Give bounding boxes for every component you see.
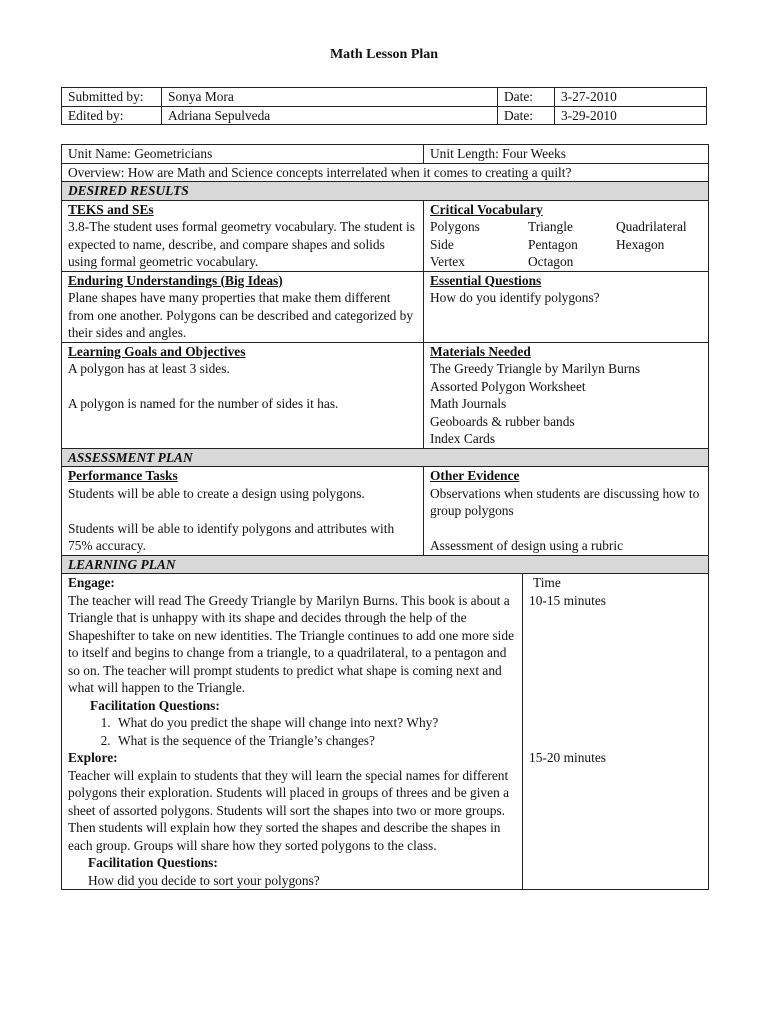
essential-questions-heading: Essential Questions [430, 272, 542, 288]
vocab-word [616, 253, 696, 271]
engage-text: The teacher will read The Greedy Triangle by Marilyn Burns. This book is about a Triangle that is unhappy with its shape and decides through the help of the Shapeshifter to take on new identities. The Triangle continues to add one more side to itself and begins to change from a triangle, to a quadrilateral, to a pentagon and so on. The teacher will prompt students to predict what shape is coming next and what will happen to the Triangle. [68, 592, 515, 695]
vocab-word: Polygons [430, 219, 480, 234]
edited-label: Edited by: [62, 106, 162, 125]
materials-heading: Materials Needed [430, 343, 531, 359]
unit-length: Unit Length: Four Weeks [424, 145, 709, 164]
vocab-heading: Critical Vocabulary [430, 201, 543, 217]
edited-date: 3-29-2010 [555, 106, 707, 125]
performance-tasks-cell [62, 467, 424, 556]
essential-questions-text: How do you identify polygons? [430, 290, 600, 305]
vocab-word: Hexagon [616, 236, 665, 252]
other-evidence-heading: Other Evidence [430, 468, 520, 483]
teks-cell [62, 200, 424, 271]
engage-facilitation-label: Facilitation Questions: [90, 697, 220, 713]
engage-time: 10-15 minutes [529, 592, 606, 608]
submitted-date: 3-27-2010 [555, 88, 707, 107]
engage-question: 1. What do you predict the shape will change into next? Why? [114, 714, 516, 732]
enduring-understandings-text: Plane shapes have many properties that make them different from one another. Polygons can be described and categorized by their sides and angles. [68, 290, 414, 340]
vocab-word: Quadrilateral [616, 219, 687, 234]
vocab-word: Octagon [528, 254, 574, 269]
material-item: Geoboards & rubber bands [430, 413, 575, 429]
engage-heading: Engage: [68, 575, 115, 590]
vocab-word: Side [430, 236, 454, 252]
material-item: Index Cards [430, 431, 496, 446]
vocab-grid [430, 218, 702, 271]
explore-time: 15-20 minutes [529, 750, 606, 765]
performance-task: Students will be able to create a design using polygons. [68, 485, 365, 501]
submitted-name: Sonya Mora [162, 88, 498, 107]
teks-text: 3.8-The student uses formal geometry vocabulary. The student is expected to name, describe, and compare shapes and solids using formal geometric vocabulary. [68, 219, 415, 269]
engage-question: 2. What is the sequence of the Triangle’s changes? [114, 732, 516, 750]
vocab-word: Triangle [528, 219, 573, 234]
learning-goals-cell [62, 342, 424, 448]
enduring-understandings-cell [62, 271, 424, 342]
performance-task: Students will be able to identify polygons and attributes with 75% accuracy. [68, 520, 395, 553]
essential-questions-cell [424, 271, 709, 342]
vocab-word: Vertex [430, 254, 465, 269]
learning-plan-cell [62, 574, 523, 890]
engage-question-list [68, 714, 516, 749]
explore-question: How did you decide to sort your polygons? [88, 872, 320, 888]
edited-date-label: Date: [498, 106, 555, 125]
enduring-understandings-heading: Enduring Understandings (Big Ideas) [68, 272, 283, 288]
time-label: Time [533, 575, 561, 590]
lesson-table [61, 144, 709, 890]
time-cell [523, 574, 709, 890]
edited-row [62, 106, 707, 125]
materials-cell [424, 342, 709, 448]
other-evidence-item: Assessment of design using a rubric [430, 538, 624, 553]
page-title: Math Lesson Plan [329, 47, 439, 62]
other-evidence-item: Observations when students are discussing how to group polygons [430, 485, 700, 518]
explore-heading: Explore: [68, 750, 118, 765]
assessment-plan-heading: ASSESSMENT PLAN [62, 448, 709, 467]
explore-facilitation-label: Facilitation Questions: [88, 855, 218, 870]
material-item: Math Journals [430, 396, 507, 411]
explore-text: Teacher will explain to students that they will learn the special names for different polygons their exploration. Students will placed in groups of threes and be given a sheet of assorted polygons. Students will sort the shapes into two or more groups. Then students will explain how they sorted the shapes and describe the shapes in each group. Groups will share how they sorted polygons to the class. [68, 767, 510, 853]
learning-goals-heading: Learning Goals and Objectives [68, 343, 246, 359]
vocab-cell [424, 200, 709, 271]
edited-name: Adriana Sepulveda [162, 106, 498, 125]
header-table [61, 87, 707, 125]
other-evidence-cell [424, 467, 709, 556]
performance-tasks-heading: Performance Tasks [68, 468, 178, 483]
material-item: Assorted Polygon Worksheet [430, 378, 586, 394]
submitted-row [62, 88, 707, 107]
vocab-word: Pentagon [528, 236, 578, 252]
unit-overview: Overview: How are Math and Science concepts interrelated when it comes to creating a quilt? [62, 163, 709, 182]
learning-plan-heading: LEARNING PLAN [62, 555, 709, 574]
learning-goal: A polygon is named for the number of sides it has. [68, 396, 339, 411]
learning-goal: A polygon has at least 3 sides. [68, 361, 230, 376]
submitted-label: Submitted by: [62, 88, 162, 107]
material-item: The Greedy Triangle by Marilyn Burns [430, 361, 641, 376]
desired-results-heading: DESIRED RESULTS [62, 182, 709, 201]
unit-name: Unit Name: Geometricians [62, 145, 424, 164]
teks-heading: TEKS and SEs [68, 201, 154, 217]
submitted-date-label: Date: [498, 88, 555, 107]
